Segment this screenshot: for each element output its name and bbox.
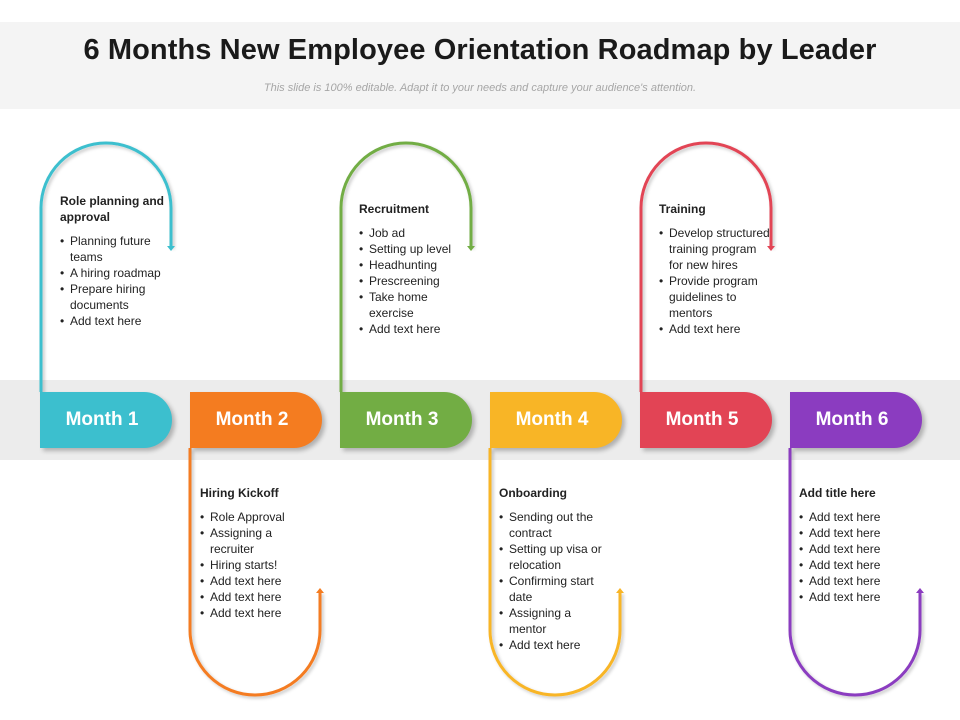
month-2-label: Month 2 (190, 392, 322, 448)
month-3-arc-tip (467, 246, 475, 251)
list-item: • Sending out the contract (499, 509, 604, 541)
month-2-list (200, 509, 305, 621)
month-6-details (799, 485, 904, 605)
month-2-arc-tip (316, 588, 324, 593)
month-1-list (60, 233, 165, 329)
month-2-details (200, 485, 305, 621)
list-item: • Add text here (200, 589, 305, 605)
list-item: • Prescreening (359, 273, 464, 289)
list-item: • Assigning a recruiter (200, 525, 305, 557)
month-4-label: Month 4 (490, 392, 622, 448)
month-5-details (659, 201, 771, 337)
month-3-label: Month 3 (340, 392, 472, 448)
list-item: • Add text here (799, 509, 904, 525)
month-1-details (60, 193, 165, 329)
list-item: • Add text here (799, 541, 904, 557)
month-5-heading: Training (659, 202, 706, 216)
list-item: • Take home exercise (359, 289, 464, 321)
month-1-arc-tip (167, 246, 175, 251)
list-item: • Add text here (60, 313, 165, 329)
list-item: • Add text here (799, 525, 904, 541)
list-item: • Headhunting (359, 257, 464, 273)
month-4-list (499, 509, 604, 653)
list-item: • Job ad (359, 225, 464, 241)
month-6-list (799, 509, 904, 605)
list-item: • Add text here (659, 321, 771, 337)
month-3-heading: Recruitment (359, 202, 430, 216)
slide-subtitle: This slide is 100% editable. Adapt it to your needs and capture your audience's attention. (263, 82, 697, 94)
list-item: • Add text here (200, 605, 305, 621)
list-item: • Add text here (359, 321, 464, 337)
list-item: • Add text here (799, 557, 904, 573)
list-item: • Provide program guidelines to mentors (659, 273, 771, 321)
list-item: • Develop structured training program for new hires (659, 225, 771, 273)
month-5-list (659, 225, 771, 337)
list-item: • Hiring starts! (200, 557, 305, 573)
list-item: • Add text here (799, 573, 904, 589)
month-3-list (359, 225, 464, 337)
month-4-details (499, 485, 604, 653)
slide-title: 6 Months New Employee Orientation Roadmap by Leader (83, 34, 877, 66)
month-6-label: Month 6 (790, 392, 922, 448)
list-item: • Setting up visa or relocation (499, 541, 604, 573)
month-6-arc-tip (916, 588, 924, 593)
month-2-heading: Hiring Kickoff (200, 486, 279, 500)
month-4-heading: Onboarding (499, 486, 567, 500)
month-1-heading: Role planning and approval (60, 194, 164, 224)
month-6-heading: Add title here (799, 486, 876, 500)
list-item: • Planning future teams (60, 233, 165, 265)
list-item: • Assigning a mentor (499, 605, 604, 637)
month-3-details (359, 201, 464, 337)
list-item: • Add text here (499, 637, 604, 653)
list-item: • Prepare hiring documents (60, 281, 165, 313)
month-1-label: Month 1 (40, 392, 172, 448)
month-5-label: Month 5 (640, 392, 772, 448)
list-item: • Add text here (799, 589, 904, 605)
list-item: • Role Approval (200, 509, 305, 525)
list-item: • Setting up level (359, 241, 464, 257)
month-4-arc-tip (616, 588, 624, 593)
list-item: • Add text here (200, 573, 305, 589)
list-item: • Confirming start date (499, 573, 604, 605)
list-item: • A hiring roadmap (60, 265, 165, 281)
